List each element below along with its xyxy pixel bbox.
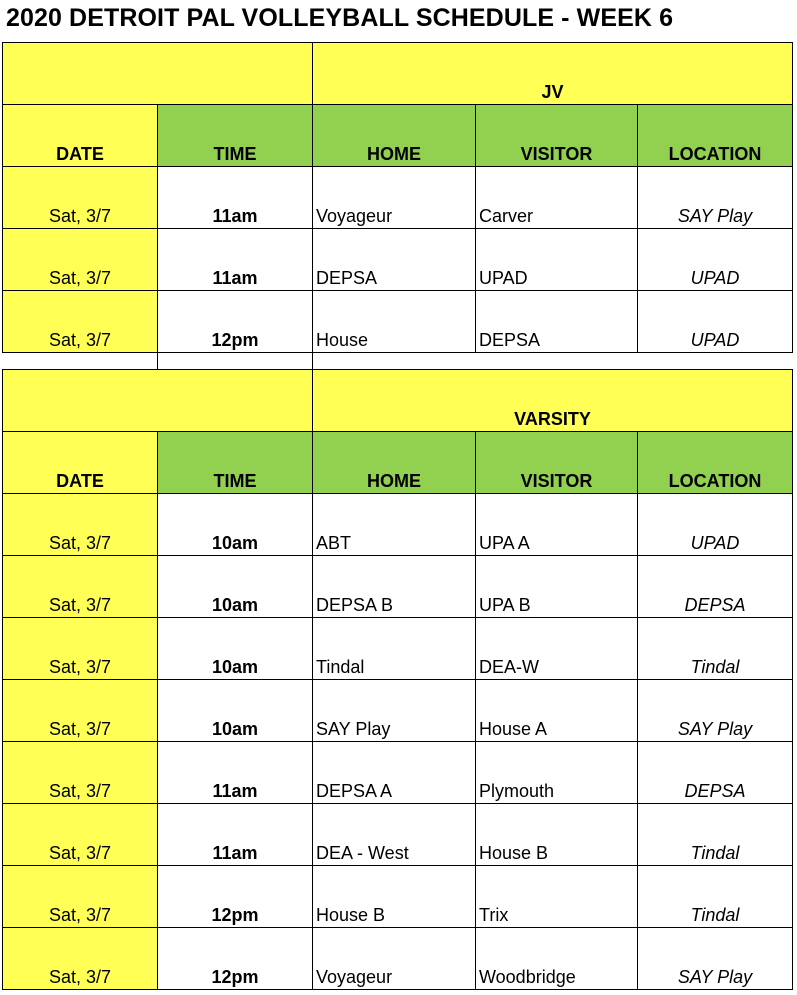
home-team: DEPSA <box>313 229 476 291</box>
table-row <box>3 291 793 353</box>
table-spacer-row <box>3 353 793 370</box>
division-header-row <box>3 43 793 105</box>
visitor-team: Trix <box>476 866 638 928</box>
game-time: 10am <box>158 618 313 680</box>
game-date: Sat, 3/7 <box>3 866 158 928</box>
game-time: 12pm <box>158 866 313 928</box>
home-team: Voyageur <box>313 167 476 229</box>
division-header-blank <box>3 370 313 432</box>
game-location: UPAD <box>638 291 793 353</box>
varsity-rows <box>3 494 793 990</box>
visitor-team: UPA A <box>476 494 638 556</box>
column-header-row <box>3 432 793 494</box>
game-time: 10am <box>158 556 313 618</box>
column-header-row <box>3 105 793 167</box>
game-location: UPAD <box>638 494 793 556</box>
table-row <box>3 928 793 990</box>
visitor-team: UPA B <box>476 556 638 618</box>
game-date: Sat, 3/7 <box>3 618 158 680</box>
home-team: ABT <box>313 494 476 556</box>
game-time: 11am <box>158 167 313 229</box>
game-date: Sat, 3/7 <box>3 742 158 804</box>
column-header-time: TIME <box>158 432 313 494</box>
game-location: DEPSA <box>638 556 793 618</box>
game-location: Tindal <box>638 804 793 866</box>
table-row <box>3 866 793 928</box>
visitor-team: UPAD <box>476 229 638 291</box>
visitor-team: Carver <box>476 167 638 229</box>
visitor-team: DEPSA <box>476 291 638 353</box>
home-team: Tindal <box>313 618 476 680</box>
column-header-time: TIME <box>158 105 313 167</box>
table-row <box>3 742 793 804</box>
game-date: Sat, 3/7 <box>3 556 158 618</box>
game-date: Sat, 3/7 <box>3 680 158 742</box>
column-header-visitor: VISITOR <box>476 432 638 494</box>
visitor-team: Woodbridge <box>476 928 638 990</box>
column-header-date: DATE <box>3 432 158 494</box>
game-location: UPAD <box>638 229 793 291</box>
table-row <box>3 618 793 680</box>
game-location: Tindal <box>638 618 793 680</box>
game-date: Sat, 3/7 <box>3 804 158 866</box>
home-team: DEA - West <box>313 804 476 866</box>
game-location: SAY Play <box>638 167 793 229</box>
game-location: Tindal <box>638 866 793 928</box>
home-team: DEPSA B <box>313 556 476 618</box>
varsity-schedule-table <box>2 369 793 990</box>
game-location: DEPSA <box>638 742 793 804</box>
home-team: Voyageur <box>313 928 476 990</box>
column-header-date: DATE <box>3 105 158 167</box>
game-time: 11am <box>158 742 313 804</box>
jv-rows <box>3 167 793 353</box>
column-header-visitor: VISITOR <box>476 105 638 167</box>
division-header-row <box>3 370 793 432</box>
home-team: House <box>313 291 476 353</box>
game-date: Sat, 3/7 <box>3 229 158 291</box>
game-time: 12pm <box>158 928 313 990</box>
column-header-location: LOCATION <box>638 432 793 494</box>
game-time: 12pm <box>158 291 313 353</box>
division-label-jv: JV <box>313 43 793 105</box>
game-date: Sat, 3/7 <box>3 494 158 556</box>
column-header-location: LOCATION <box>638 105 793 167</box>
game-time: 10am <box>158 680 313 742</box>
division-label-varsity: VARSITY <box>313 370 793 432</box>
table-row <box>3 804 793 866</box>
table-row <box>3 229 793 291</box>
column-header-home: HOME <box>313 105 476 167</box>
table-row <box>3 494 793 556</box>
table-row <box>3 556 793 618</box>
visitor-team: DEA-W <box>476 618 638 680</box>
division-header-blank <box>3 43 313 105</box>
page-title: 2020 DETROIT PAL VOLLEYBALL SCHEDULE - WEEK 6 <box>6 4 674 32</box>
game-time: 11am <box>158 229 313 291</box>
game-location: SAY Play <box>638 928 793 990</box>
game-date: Sat, 3/7 <box>3 928 158 990</box>
visitor-team: Plymouth <box>476 742 638 804</box>
home-team: House B <box>313 866 476 928</box>
home-team: DEPSA A <box>313 742 476 804</box>
column-header-home: HOME <box>313 432 476 494</box>
game-location: SAY Play <box>638 680 793 742</box>
table-row <box>3 680 793 742</box>
game-time: 11am <box>158 804 313 866</box>
visitor-team: House B <box>476 804 638 866</box>
table-row <box>3 167 793 229</box>
game-date: Sat, 3/7 <box>3 167 158 229</box>
visitor-team: House A <box>476 680 638 742</box>
game-date: Sat, 3/7 <box>3 291 158 353</box>
home-team: SAY Play <box>313 680 476 742</box>
jv-schedule-table <box>2 42 793 370</box>
game-time: 10am <box>158 494 313 556</box>
